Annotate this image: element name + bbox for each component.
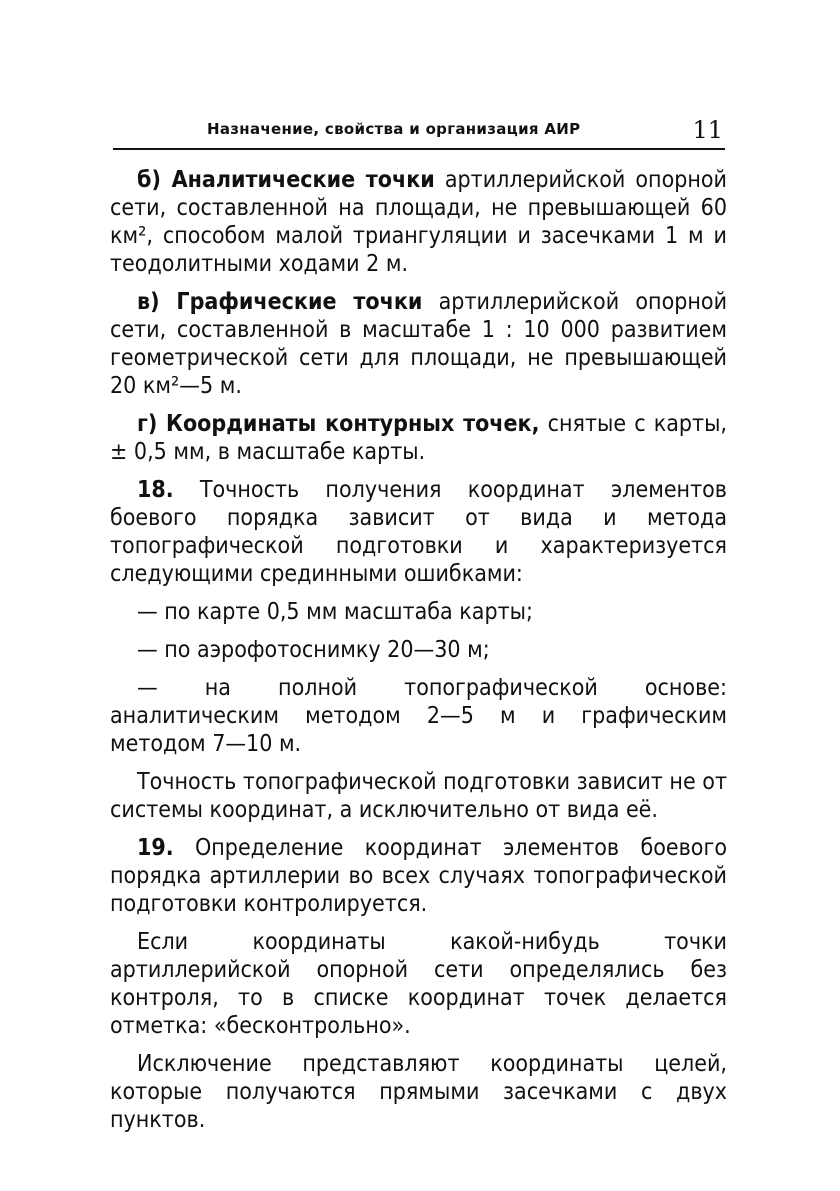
header-title: Назначение, свойства и организация АИР (207, 120, 581, 138)
paragraph-19 (110, 834, 727, 918)
list-item (110, 636, 727, 664)
paragraph-text: снятые с карты, ± 0,5 мм, в масштабе карты. (110, 411, 727, 465)
paragraph-v (110, 288, 727, 400)
paragraph-text: артиллерийской опорной сети, составленной в масштабе 1 : 10 000 развитием геометрической сети для площади, не превышающей 20 км²—5 м. (110, 289, 728, 399)
paragraph-lead: г) Координаты контурных точек, (137, 411, 540, 437)
paragraph-accuracy (110, 768, 727, 824)
paragraph-text: Определение координат элементов боевого порядка артиллерии во всех случаях топографической подготовки контролируется. (110, 835, 727, 917)
paragraph-control (110, 928, 727, 1040)
paragraph-number: 18. (137, 477, 174, 503)
paragraph-b (110, 166, 727, 278)
paragraph-text: Точность получения координат элементов боевого порядка зависит от вида и метода топографической подготовки и характеризуется следующими срединными ошибками: (110, 477, 727, 587)
paragraph-text: артиллерийской опорной сети, составленной на площади, не превышающей 60 км², способом малой триангуляции и засечками 1 м и теодолитными ходами 2 м. (110, 167, 727, 277)
paragraph-lead: б) Аналитические точки (137, 167, 435, 193)
page-number: 11 (692, 116, 723, 144)
paragraph-text: Точность топографической подготовки зависит не от системы координат, а исключительно от вида её. (110, 769, 727, 823)
paragraph-number: 19. (137, 835, 174, 861)
list-item-text: — по карте 0,5 мм масштаба карты; (137, 599, 533, 625)
paragraph-text: Если координаты какой-нибудь точки артиллерийской опорной сети определялись без контроля, то в списке координат точек делается отметка: «бесконтрольно». (110, 929, 727, 1039)
paragraph-exception (110, 1050, 727, 1134)
list-item (110, 674, 727, 758)
paragraph-lead: в) Графические точки (137, 289, 423, 315)
paragraph-text: Исключение представляют координаты целей, которые получаются прямыми засечками с двух пунктов. (110, 1051, 727, 1133)
list-item-text: — по аэрофотоснимку 20—30 м; (137, 637, 490, 663)
running-header (113, 118, 725, 150)
body-text (110, 166, 727, 1144)
paragraph-18 (110, 476, 727, 588)
list-item (110, 598, 727, 626)
list-item-text: — на полной топографической основе: аналитическим методом 2—5 м и графическим методом 7—10 м. (110, 675, 727, 757)
paragraph-g (110, 410, 727, 466)
